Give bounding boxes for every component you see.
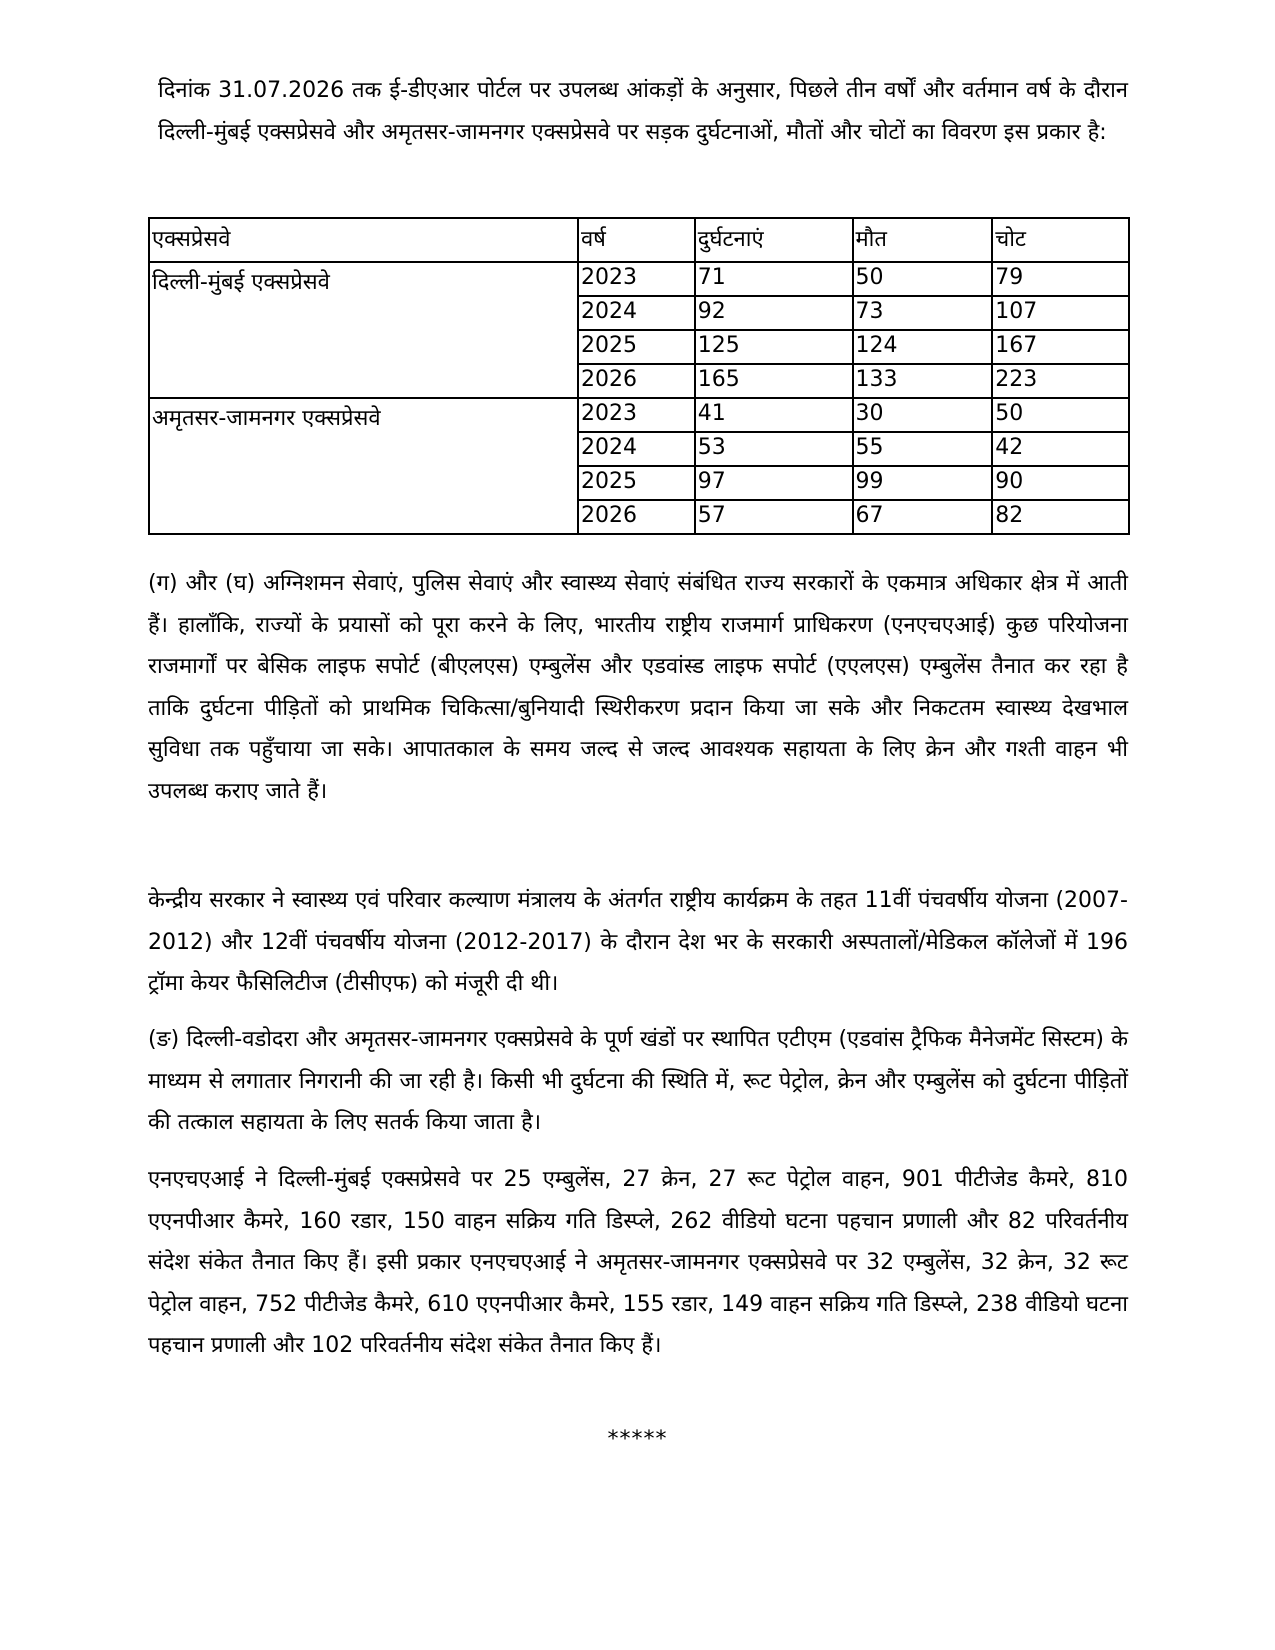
deaths-cell: 124 <box>853 330 993 364</box>
table-row <box>149 398 1129 432</box>
year-cell: 2025 <box>578 466 695 500</box>
injuries-cell: 50 <box>992 398 1129 432</box>
year-cell: 2026 <box>578 500 695 534</box>
injuries-cell: 167 <box>992 330 1129 364</box>
year-cell: 2024 <box>578 432 695 466</box>
accidents-cell: 57 <box>695 500 853 534</box>
table-header-row <box>149 218 1129 262</box>
accidents-cell: 165 <box>695 364 853 398</box>
accidents-cell: 92 <box>695 296 853 330</box>
header-injuries: चोट <box>992 218 1129 262</box>
accidents-cell: 125 <box>695 330 853 364</box>
paragraph-e: (ङ) दिल्ली-वडोदरा और अमृतसर-जामनगर एक्सप्रेसवे के पूर्ण खंडों पर स्थापित एटीएम (एडवांस ट्रैफिक मैनेजमेंट सिस्टम) के माध्यम से लगातार निगरानी की जा रही है। किसी भी दुर्घटना की स्थिति में, रूट पेट्रोल, क्रेन और एम्बुलेंस को दुर्घटना पीड़ितों की तत्काल सहायता के लिए सतर्क किया जाता है। <box>148 1027 1128 1135</box>
accidents-cell: 97 <box>695 466 853 500</box>
paragraph-g-gh: (ग) और (घ) अग्निशमन सेवाएं, पुलिस सेवाएं और स्वास्थ्य सेवाएं संबंधित राज्य सरकारों के एकमात्र अधिकार क्षेत्र में आती हैं। हालाँकि, राज्यों के प्रयासों को पूरा करने के लिए, भारतीय राष्ट्रीय राजमार्ग प्राधिकरण (एनएचएआई) कुछ परियोजना राजमार्गों पर बेसिक लाइफ सपोर्ट (बीएलएस) एम्बुलेंस और एडवांस्ड लाइफ सपोर्ट (एएलएस) एम्बुलेंस तैनात कर रहा है ताकि दुर्घटना पीड़ितों को प्राथमिक चिकित्सा/बुनियादी स्थिरीकरण प्रदान किया जा सके और निकटतम स्वास्थ्य देखभाल सुविधा तक पहुँचाया जा सके। आपातकाल के समय जल्द से जल्द आवश्यक सहायता के लिए क्रेन और गश्ती वाहन भी उपलब्ध कराए जाते हैं। <box>148 571 1128 804</box>
paragraph-central-government: केन्द्रीय सरकार ने स्वास्थ्य एवं परिवार कल्याण मंत्रालय के अंतर्गत राष्ट्रीय कार्यक्रम के तहत 11वीं पंचवर्षीय योजना (2007-2012) और 12वीं पंचवर्षीय योजना (2012-2017) के दौरान देश भर के सरकारी अस्पतालों/मेडिकल कॉलेजों में 196 ट्रॉमा केयर फैसिलिटीज (टीसीएफ) को मंजूरी दी थी। <box>148 888 1128 996</box>
end-of-document-mark: ***** <box>607 1427 668 1452</box>
accident-statistics-table <box>148 217 1130 535</box>
table-row <box>149 262 1129 296</box>
year-cell: 2026 <box>578 364 695 398</box>
accidents-cell: 41 <box>695 398 853 432</box>
intro-paragraph: दिनांक 31.07.2026 तक ई-डीएआर पोर्टल पर उपलब्ध आंकड़ों के अनुसार, पिछले तीन वर्षों और वर्तमान वर्ष के दौरान दिल्ली-मुंबई एक्सप्रेसवे और अमृतसर-जामनगर एक्सप्रेसवे पर सड़क दुर्घटनाओं, मौतों और चोटों का विवरण इस प्रकार है: <box>158 78 1128 145</box>
expressway-name-cell: दिल्ली-मुंबई एक्सप्रेसवे <box>149 262 578 398</box>
deaths-cell: 133 <box>853 364 993 398</box>
deaths-cell: 67 <box>853 500 993 534</box>
deaths-cell: 55 <box>853 432 993 466</box>
injuries-cell: 42 <box>992 432 1129 466</box>
accidents-cell: 53 <box>695 432 853 466</box>
injuries-cell: 79 <box>992 262 1129 296</box>
header-year: वर्ष <box>578 218 695 262</box>
deaths-cell: 50 <box>853 262 993 296</box>
injuries-cell: 90 <box>992 466 1129 500</box>
year-cell: 2023 <box>578 398 695 432</box>
header-deaths: मौत <box>853 218 993 262</box>
deaths-cell: 30 <box>853 398 993 432</box>
accidents-cell: 71 <box>695 262 853 296</box>
header-expressway: एक्सप्रेसवे <box>149 218 578 262</box>
year-cell: 2024 <box>578 296 695 330</box>
paragraph-nhai-deployment: एनएचएआई ने दिल्ली-मुंबई एक्सप्रेसवे पर 25 एम्बुलेंस, 27 क्रेन, 27 रूट पेट्रोल वाहन, 901 पीटीजेड कैमरे, 810 एएनपीआर कैमरे, 160 रडार, 150 वाहन सक्रिय गति डिस्प्ले, 262 वीडियो घटना पहचान प्रणाली और 82 परिवर्तनीय संदेश संकेत तैनात किए हैं। इसी प्रकार एनएचएआई ने अमृतसर-जामनगर एक्सप्रेसवे पर 32 एम्बुलेंस, 32 क्रेन, 32 रूट पेट्रोल वाहन, 752 पीटीजेड कैमरे, 610 एएनपीआर कैमरे, 155 रडार, 149 वाहन सक्रिय गति डिस्प्ले, 238 वीडियो घटना पहचान प्रणाली और 102 परिवर्तनीय संदेश संकेत तैनात किए हैं। <box>148 1167 1128 1358</box>
deaths-cell: 99 <box>853 466 993 500</box>
year-cell: 2023 <box>578 262 695 296</box>
expressway-name-cell: अमृतसर-जामनगर एक्सप्रेसवे <box>149 398 578 534</box>
header-accidents: दुर्घटनाएं <box>695 218 853 262</box>
injuries-cell: 107 <box>992 296 1129 330</box>
deaths-cell: 73 <box>853 296 993 330</box>
injuries-cell: 223 <box>992 364 1129 398</box>
injuries-cell: 82 <box>992 500 1129 534</box>
year-cell: 2025 <box>578 330 695 364</box>
